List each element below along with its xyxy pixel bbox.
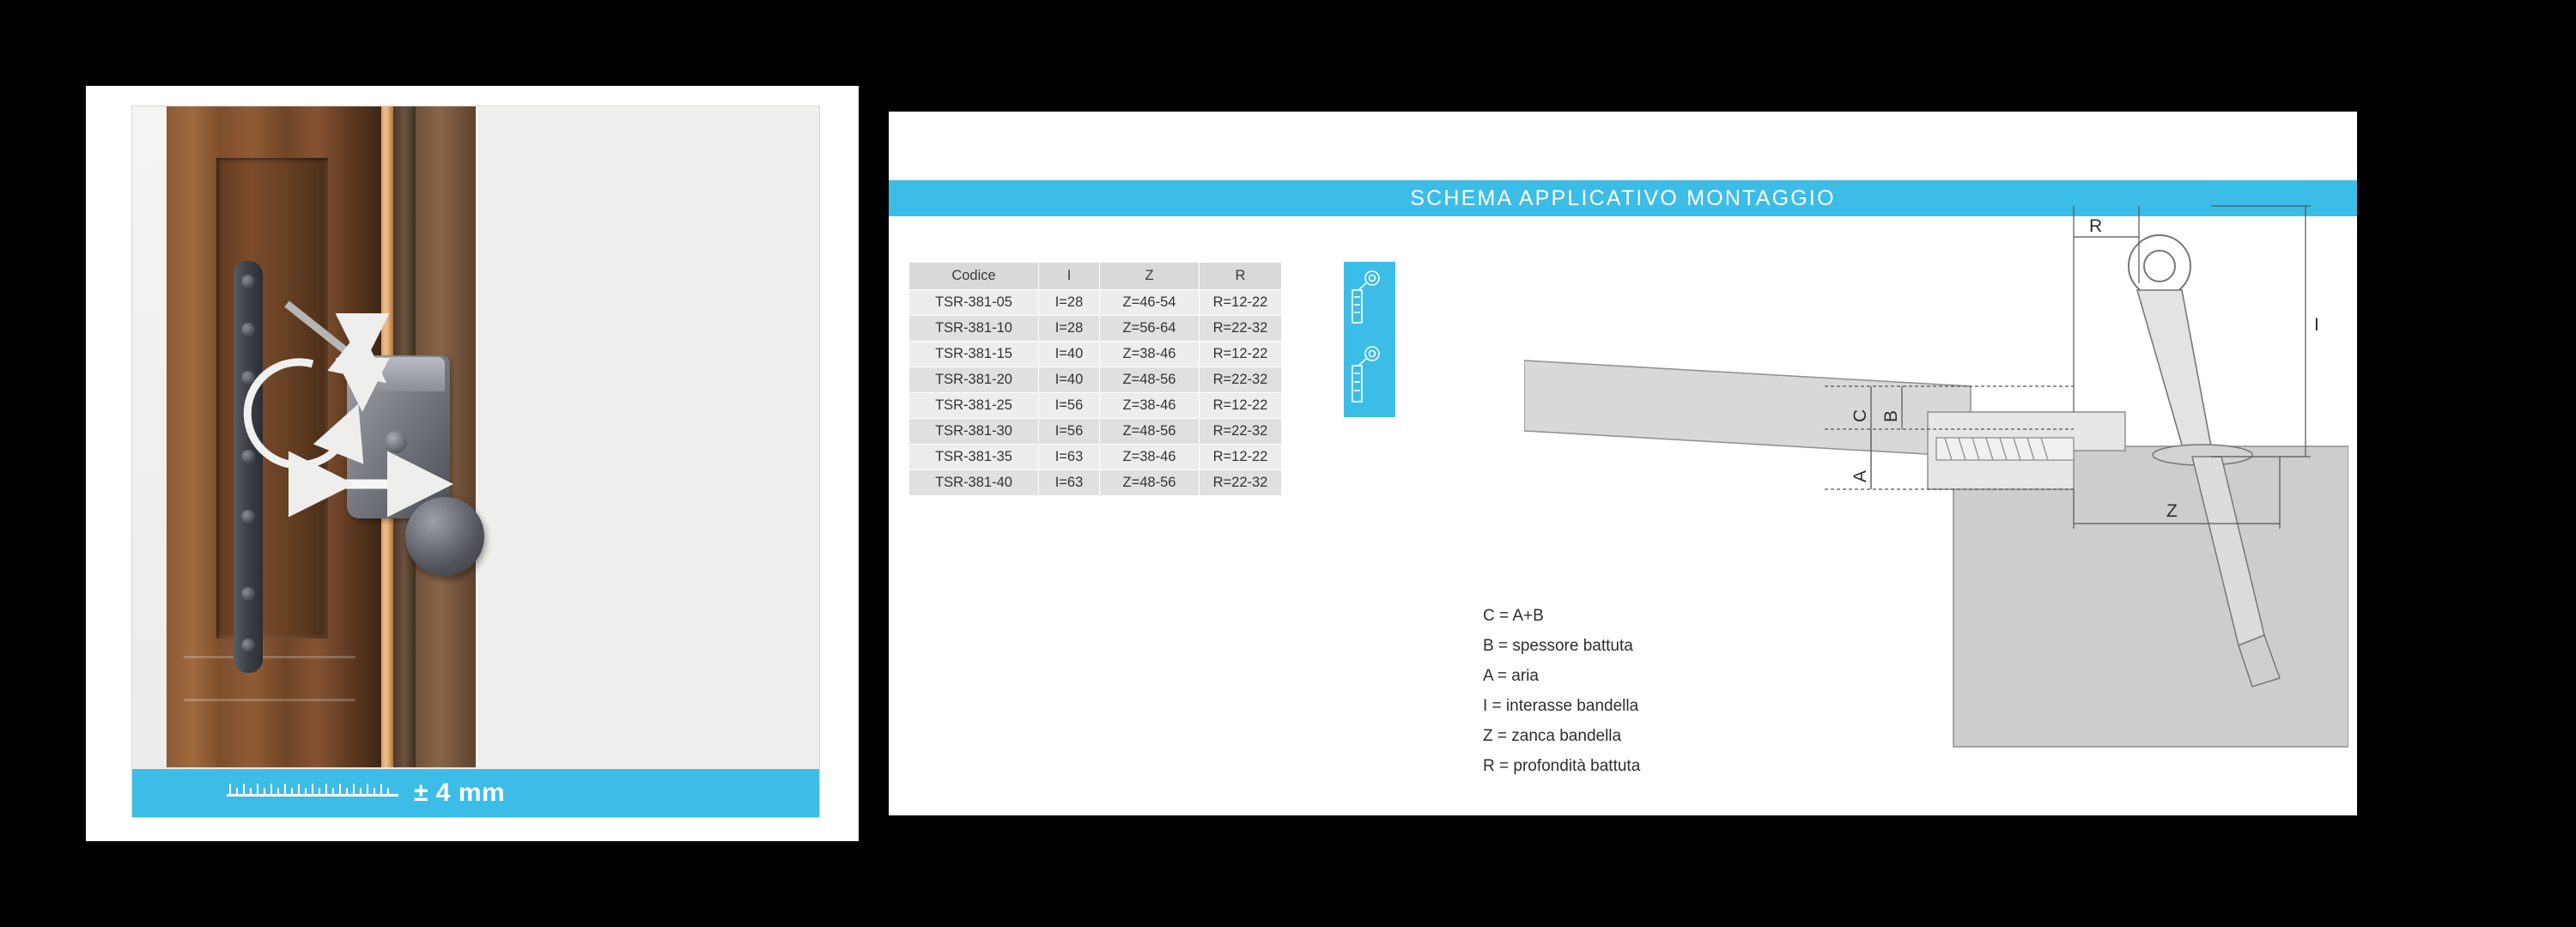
adjustment-arrow-rotational xyxy=(247,362,347,465)
table-row xyxy=(909,342,1282,367)
cell-r: R=22-32 xyxy=(1200,419,1282,445)
hinge-icon-bottom xyxy=(1352,347,1379,402)
cell-r: R=12-22 xyxy=(1200,445,1282,470)
cell-r: R=22-32 xyxy=(1200,367,1282,393)
dim-label-Z: Z xyxy=(2166,501,2178,521)
adjustment-arrow-diagonal xyxy=(287,304,362,364)
adjustment-arrows xyxy=(132,106,819,817)
cell-r: R=12-22 xyxy=(1200,290,1282,316)
table-row xyxy=(909,316,1282,342)
table-row xyxy=(909,393,1282,419)
cell-codice: TSR-381-30 xyxy=(909,419,1039,445)
column-header-codice: Codice xyxy=(909,263,1039,290)
cell-z: Z=38-46 xyxy=(1100,342,1200,367)
cell-codice: TSR-381-25 xyxy=(909,393,1039,419)
cell-i: I=63 xyxy=(1039,445,1100,470)
cell-z: Z=38-46 xyxy=(1100,393,1200,419)
table-row xyxy=(909,367,1282,393)
cell-i: I=40 xyxy=(1039,342,1100,367)
cell-z: Z=46-54 xyxy=(1100,290,1200,316)
table-row xyxy=(909,470,1282,496)
cell-r: R=22-32 xyxy=(1200,470,1282,496)
cell-i: I=28 xyxy=(1039,316,1100,342)
legend-item: C = A+B xyxy=(1483,607,1544,625)
cell-z: Z=38-46 xyxy=(1100,445,1200,470)
page-title: SCHEMA APPLICATIVO MONTAGGIO xyxy=(1410,185,1836,210)
cell-r: R=22-32 xyxy=(1200,316,1282,342)
cell-i: I=56 xyxy=(1039,393,1100,419)
legend-item: Z = zanca bandella xyxy=(1483,727,1622,745)
cell-codice: TSR-381-40 xyxy=(909,470,1039,496)
column-header-r: R xyxy=(1200,263,1282,290)
door-leaf-section xyxy=(1524,360,1971,457)
fixing-screw xyxy=(1936,438,2074,460)
legend-item: I = interasse bandella xyxy=(1483,697,1639,715)
cell-r: R=12-22 xyxy=(1200,393,1282,419)
cell-i: I=63 xyxy=(1039,470,1100,496)
table-row xyxy=(909,290,1282,316)
legend-item: A = aria xyxy=(1483,667,1539,685)
dim-label-I: I xyxy=(2314,315,2319,335)
wall-section xyxy=(1953,446,2348,747)
cell-codice: TSR-381-10 xyxy=(909,316,1039,342)
column-header-z: Z xyxy=(1100,263,1200,290)
cell-i: I=28 xyxy=(1039,290,1100,316)
table-row xyxy=(909,445,1282,470)
ruler-icon xyxy=(227,780,398,806)
legend-list xyxy=(1483,601,1640,781)
hinge-type-icon-column xyxy=(1344,262,1395,417)
legend-item: R = profondità battuta xyxy=(1483,757,1641,775)
hinge-knuckle-inner xyxy=(2144,251,2175,282)
installation-photo-panel xyxy=(86,86,859,841)
hinge-icon-top xyxy=(1352,271,1379,323)
specification-table xyxy=(908,262,1282,496)
cell-i: I=56 xyxy=(1039,419,1100,445)
mounting-scheme-panel xyxy=(889,112,2357,815)
cell-codice: TSR-381-05 xyxy=(909,290,1039,316)
cell-z: Z=56-64 xyxy=(1100,316,1200,342)
hinge-arm xyxy=(2137,290,2211,457)
cell-z: Z=48-56 xyxy=(1100,470,1200,496)
photo-frame xyxy=(131,106,820,818)
tolerance-label: ± 4 mm xyxy=(414,779,506,807)
cell-codice: TSR-381-35 xyxy=(909,445,1039,470)
cell-codice: TSR-381-15 xyxy=(909,342,1039,367)
dim-label-A: A xyxy=(1850,470,1870,482)
column-header-i: I xyxy=(1039,263,1100,290)
cell-z: Z=48-56 xyxy=(1100,419,1200,445)
hinge-knuckle-outer xyxy=(2129,235,2190,297)
dim-label-R: R xyxy=(2089,216,2103,236)
table-row xyxy=(909,419,1282,445)
technical-section-drawing xyxy=(1524,154,2348,790)
tolerance-scale-bar xyxy=(132,769,819,817)
legend-item: B = spessore battuta xyxy=(1483,637,1633,655)
dim-label-B: B xyxy=(1881,409,1901,422)
cell-i: I=40 xyxy=(1039,367,1100,393)
cell-r: R=12-22 xyxy=(1200,342,1282,367)
door-hinge-illustration xyxy=(132,106,819,817)
cell-codice: TSR-381-20 xyxy=(909,367,1039,393)
dim-label-C: C xyxy=(1850,409,1870,422)
cell-z: Z=48-56 xyxy=(1100,367,1200,393)
table-header-row xyxy=(909,263,1282,290)
